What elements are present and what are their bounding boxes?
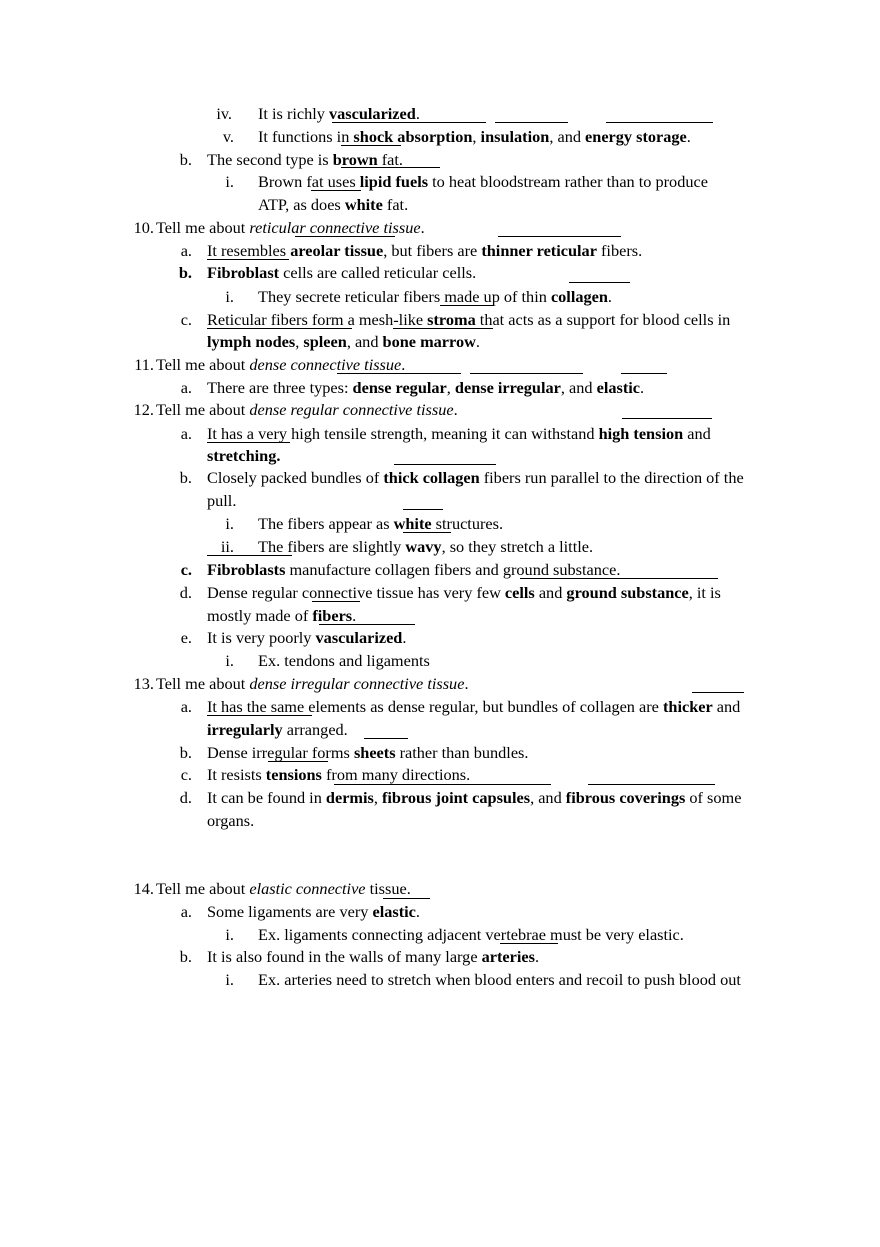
outline-line: They secrete reticular fibers made up of thin collagen.	[258, 287, 612, 306]
marker-i: i.	[225, 172, 234, 191]
outline-line: The fibers appear as white structures.	[258, 514, 504, 533]
fill-blank-line	[520, 578, 718, 579]
fill-blank-line	[312, 601, 360, 602]
marker-b: b.	[179, 468, 192, 487]
marker-d: d.	[179, 788, 192, 807]
fill-blank-line	[588, 784, 715, 785]
marker-i: i.	[225, 287, 234, 306]
outline-line: Ex. tendons and ligaments	[258, 651, 430, 670]
fill-blank-line	[383, 898, 430, 899]
marker-i: i.	[225, 925, 234, 944]
fill-blank-line	[341, 145, 401, 146]
outline-line: It can be found in dermis, fibrous joint capsules, and fibrous coverings of some	[207, 788, 742, 807]
fill-blank-line	[470, 373, 583, 374]
fill-blank-line	[295, 236, 395, 237]
section-heading: Tell me about elastic connective tissue.	[156, 879, 411, 898]
fill-blank-line	[364, 738, 408, 739]
marker-b: b.	[179, 743, 192, 762]
outline-line: Ex. ligaments connecting adjacent vertebrae must be very elastic.	[258, 925, 684, 944]
section-heading: Tell me about dense connective tissue.	[156, 355, 406, 374]
outline-line: It has the same elements as dense regular, but bundles of collagen are thicker and	[207, 697, 741, 716]
fill-blank-line	[403, 532, 451, 533]
marker-iv: iv.	[216, 104, 232, 123]
outline-line: Dense regular connective tissue has very few cells and ground substance, it is	[207, 583, 721, 602]
marker-i: i.	[225, 970, 234, 989]
fill-blank-line	[403, 509, 443, 510]
outline-line: It resists tensions from many directions.	[207, 765, 471, 784]
fill-blank-line	[207, 715, 312, 716]
fill-blank-line	[207, 328, 352, 329]
fill-blank-line	[393, 328, 493, 329]
fill-blank-line	[498, 236, 621, 237]
fill-blank-line	[311, 190, 361, 191]
outline-line: It is richly vascularized.	[258, 104, 420, 123]
fill-blank-line	[334, 784, 551, 785]
outline-line: Reticular fibers form a mesh-like stroma that acts as a support for blood cells in	[207, 310, 731, 329]
marker-b: b.	[179, 150, 192, 169]
marker-a: a.	[180, 902, 192, 921]
fill-blank-line	[622, 418, 712, 419]
outline-line: It is very poorly vascularized.	[207, 628, 407, 647]
outline-line: The second type is brown fat.	[207, 150, 403, 169]
outline-line: It functions in shock absorption, insulation, and energy storage.	[258, 127, 691, 146]
outline-line: Fibroblast cells are called reticular cells.	[207, 263, 477, 282]
section-heading: Tell me about dense regular connective tissue.	[156, 400, 458, 419]
outline-line-continued: pull.	[207, 491, 237, 510]
fill-blank-line	[394, 464, 496, 465]
marker-v: v.	[222, 127, 234, 146]
marker-a: a.	[180, 424, 192, 443]
outline-line-continued: mostly made of fibers.	[207, 606, 357, 625]
marker-e: e.	[180, 628, 192, 647]
fill-blank-line	[337, 373, 461, 374]
marker-a: a.	[180, 697, 192, 716]
fill-blank-line	[207, 442, 290, 443]
fill-blank-line	[606, 122, 713, 123]
fill-blank-line	[569, 282, 630, 283]
fill-blank-line	[207, 259, 289, 260]
marker-14: 14.	[133, 879, 154, 898]
outline-line: Closely packed bundles of thick collagen fibers run parallel to the direction of the	[207, 468, 744, 487]
outline-line-continued: lymph nodes, spleen, and bone marrow.	[207, 332, 480, 351]
outline-line-continued: irregularly arranged.	[207, 720, 348, 739]
section-heading: Tell me about dense irregular connective tissue.	[156, 674, 469, 693]
fill-blank-line	[341, 167, 440, 168]
section-heading: Tell me about reticular connective tissue.	[156, 218, 425, 237]
marker-d: d.	[179, 583, 192, 602]
outline-line-continued: ATP, as does white fat.	[258, 195, 409, 214]
outline-line: It is also found in the walls of many large arteries.	[207, 947, 540, 966]
outline-line: Fibroblasts manufacture collagen fibers and ground substance.	[207, 560, 621, 579]
fill-blank-line	[319, 624, 415, 625]
outline-line: It resembles areolar tissue, but fibers are thinner reticular fibers.	[207, 241, 643, 260]
marker-a: a.	[180, 378, 192, 397]
fill-blank-line	[692, 692, 744, 693]
outline-line: Some ligaments are very elastic.	[207, 902, 420, 921]
fill-blank-line	[495, 122, 568, 123]
outline-line: Dense irregular forms sheets rather than bundles.	[207, 743, 529, 762]
outline-line: Brown fat uses lipid fuels to heat bloodstream rather than to produce	[258, 172, 708, 191]
marker-11: 11.	[134, 355, 154, 374]
marker-c: c.	[180, 765, 192, 784]
marker-c: c.	[180, 560, 192, 579]
marker-13: 13.	[133, 674, 154, 693]
marker-b: b.	[178, 263, 192, 282]
marker-i: i.	[225, 651, 234, 670]
fill-blank-line	[207, 555, 292, 556]
outline-line: The fibers are slightly wavy, so they stretch a little.	[258, 537, 594, 556]
fill-blank-line	[332, 122, 486, 123]
fill-blank-line	[500, 943, 558, 944]
outline-line-continued: organs.	[207, 811, 255, 830]
marker-12: 12.	[133, 400, 154, 419]
outline-line: Ex. arteries need to stretch when blood enters and recoil to push blood out	[258, 970, 741, 989]
marker-c: c.	[180, 310, 192, 329]
fill-blank-line	[440, 305, 494, 306]
fill-blank-line	[268, 761, 328, 762]
outline-line: It has a very high tensile strength, meaning it can withstand high tension and	[207, 424, 711, 443]
marker-i: i.	[225, 514, 234, 533]
marker-10: 10.	[133, 218, 154, 237]
outline-line: There are three types: dense regular, dense irregular, and elastic.	[207, 378, 645, 397]
outline-line-continued: stretching.	[207, 446, 281, 465]
fill-blank-line	[621, 373, 667, 374]
marker-b: b.	[179, 947, 192, 966]
marker-a: a.	[180, 241, 192, 260]
marker-ii: ii.	[220, 537, 234, 556]
